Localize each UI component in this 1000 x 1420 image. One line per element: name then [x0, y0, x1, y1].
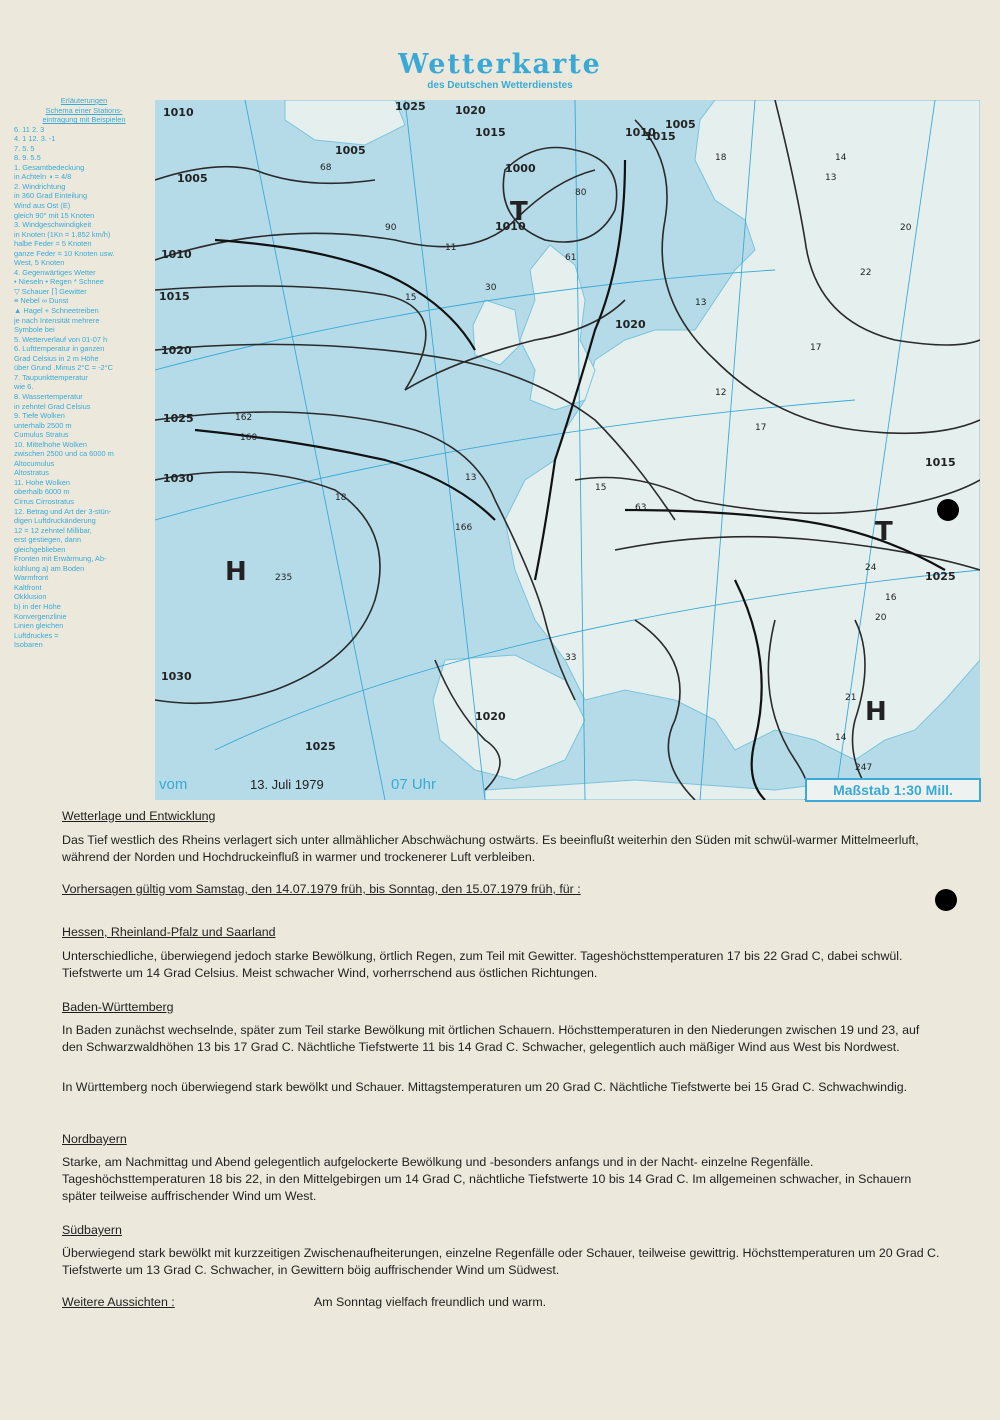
outlook-text: Am Sonntag vielfach freundlich und warm. [314, 1295, 547, 1309]
station-reading: 18 [715, 153, 727, 163]
station-reading: 14 [835, 153, 847, 163]
legend-line: gleichgeblieben [14, 544, 66, 554]
legend-line: 6. Lufttemperatur in ganzen [14, 344, 105, 354]
forecast-validity-row [62, 881, 942, 898]
isobar-label: 1015 [159, 290, 190, 303]
isobar-label: 1010 [163, 106, 194, 119]
legend-line: ▲ Hagel + Schneetreiben [14, 306, 99, 316]
isobar-label: 1025 [305, 740, 336, 753]
isobar-label: 1025 [925, 570, 956, 583]
station-reading: 80 [575, 188, 587, 198]
legend-line: kühlung a) am Boden [14, 563, 85, 573]
station-reading: 90 [385, 223, 397, 233]
station-reading: 247 [855, 763, 873, 773]
station-reading: 13 [825, 173, 837, 183]
station-reading: 63 [635, 503, 647, 513]
station-reading: 21 [845, 693, 857, 703]
legend-line: über Grund .Minus 2°C = -2°C [14, 363, 113, 373]
legend-line: in 360 Grad Einteilung [14, 191, 88, 201]
isobar-label: 1030 [163, 472, 194, 485]
legend-line: 8. 9. 5.5 [14, 153, 41, 163]
station-reading: 61 [565, 253, 577, 263]
isobar-label: 1010 [625, 126, 656, 139]
isobar-label: 1015 [925, 456, 956, 469]
station-reading: 13 [465, 473, 477, 483]
legend-line: ≡ Nebel ∞ Dunst [14, 296, 69, 306]
station-reading: 12 [715, 388, 727, 398]
region-heading-row [62, 1131, 942, 1148]
region-heading-row [62, 1222, 942, 1239]
map-scale: Maßstab 1:30 Mill. [805, 778, 981, 802]
legend-line: in zehntel Grad Celsius [14, 401, 91, 411]
legend-panel [14, 96, 154, 650]
isobar-label: 1025 [395, 100, 426, 113]
legend-line: b) in der Höhe [14, 601, 61, 611]
station-reading: 18 [335, 493, 347, 503]
isobar-label: 1010 [495, 220, 526, 233]
chart-title: Wetterkarte [398, 49, 602, 80]
legend-line: West, 5 Knoten [14, 258, 65, 268]
region-paragraph: Unterschiedliche, überwiegend jedoch starke Bewölkung, örtlich Regen, zum Teil mit Gewitter. Tageshöchsttemperaturen 17 bis 22 Grad C, dabei schwül. Tiefstwerte um 14 Grad Celsius. Meist schwacher Wind, vorherrschend aus östlichen Richtungen. [62, 949, 903, 980]
chart-subtitle: des Deutschen Wetterdienstes [427, 80, 573, 91]
isobar-label: 1005 [177, 172, 208, 185]
legend-line: 7. Taupunkttemperatur [14, 372, 88, 382]
legend-line: je nach Intensität mehrere [14, 315, 100, 325]
region-paragraph: In Württemberg noch überwiegend stark bewölkt und Schauer. Mittagstemperaturen um 20 Grad C. Nächtliche Tiefstwerte bei 15 Grad C. Schwachwindig. [62, 1080, 908, 1094]
isobar-label: 1020 [455, 104, 486, 117]
legend-line: Isobaren [14, 640, 43, 650]
legend-line: Cumulus Stratus [14, 430, 69, 440]
station-reading: 17 [810, 343, 822, 353]
legend-line: Schema einer Stations- [45, 105, 123, 115]
station-reading: 160 [240, 433, 258, 443]
legend-line: 7. 5. 5 [14, 143, 35, 153]
legend-line: zwischen 2500 und ca 6000 m [14, 449, 114, 459]
date-prefix: vom [159, 776, 188, 793]
weather-situation-heading-row [62, 808, 942, 825]
legend-line: Warmfront [14, 573, 49, 583]
legend-line: erst gestiegen, dann [14, 535, 81, 545]
legend-line: wie 6. [14, 382, 34, 392]
legend-line: in Achteln ◑ = 4/8 [14, 172, 72, 182]
map-date: 13. Juli 1979 [250, 777, 324, 792]
legend-line: Konvergenzlinie [14, 611, 67, 621]
legend-line: 1. Gesamtbedeckung [14, 162, 85, 172]
punch-hole [935, 889, 957, 911]
legend-line: 12 = 12 zehntel Millibar, [14, 525, 92, 535]
low-pressure-center: T [510, 197, 528, 227]
station-reading: 15 [595, 483, 607, 493]
legend-line: gleich 90° mit 15 Knoten [14, 210, 95, 220]
isobar-label: 1030 [161, 670, 192, 683]
region-heading: Südbayern [62, 1223, 122, 1237]
station-reading: 20 [875, 613, 887, 623]
outlook-label: Weitere Aussichten : [62, 1295, 175, 1309]
legend-line: Kaltfront [14, 582, 42, 592]
legend-line: Luftdruckes = [14, 630, 59, 640]
legend-line: 4. Gegenwärtiges Wetter [14, 267, 96, 277]
legend-line: 6. 11 2. 3 [14, 124, 45, 134]
isobar-label: 1010 [161, 248, 192, 261]
legend-line: Symbole bei [14, 325, 55, 335]
region-heading: Hessen, Rheinland-Pfalz und Saarland [62, 925, 276, 939]
station-reading: 14 [835, 733, 847, 743]
legend-line: Cirrus Cirrostratus [14, 496, 74, 506]
isobar-label: 1025 [163, 412, 194, 425]
legend-line: 5. Wetterverlauf von 01-07 h [14, 334, 108, 344]
low-pressure-center: T [875, 517, 893, 547]
legend-line: unterhalb 2500 m [14, 420, 72, 430]
station-reading: 30 [485, 283, 497, 293]
legend-line: Linien gleichen [14, 621, 64, 631]
isobar-label: 1015 [475, 126, 506, 139]
punch-hole [937, 499, 959, 521]
region-heading-row [62, 999, 942, 1016]
legend-line: Grad Celsius in 2 m Höhe [14, 353, 99, 363]
legend-line: digen Luftdruckänderung [14, 516, 96, 526]
station-reading: 13 [695, 298, 707, 308]
isobar-label: 1000 [505, 162, 536, 175]
isobar-label: 1015 [645, 130, 676, 143]
legend-line: in Knoten (1Kn = 1.852 km/h) [14, 229, 111, 239]
legend-line: halbe Feder = 5 Knoten [14, 239, 92, 249]
region-paragraph: In Baden zunächst wechselnde, später zum Teil starke Bewölkung mit örtlichen Schauern. Höchsttemperaturen in den Niederungen zwischen 19 und 23, auf den Schwarzwaldhöhen 13 bis 17 Grad C. Nächtliche Tiefstwerte 11 bis 14 Grad C. Schwacher, gelegentlich auch mäßiger Wind aus West bis Nordwest. [62, 1023, 920, 1054]
legend-line: Fronten mit Erwärmung, Ab- [14, 554, 107, 564]
weather-situation-text: Das Tief westlich des Rheins verlagert sich unter allmählicher Abschwächung ostwärts. Es beeinflußt weiterhin den Süden mit schwül-warmer Mittelmeerluft, während der Norden und Hochdruckeinfluß in warmer und trockenerer Luft verbleiben. [62, 833, 919, 864]
station-reading: 17 [755, 423, 767, 433]
station-reading: 24 [865, 563, 877, 573]
legend-line: 3. Windgeschwindigkeit [14, 220, 92, 230]
station-reading: 20 [900, 223, 912, 233]
weather-situation-heading: Wetterlage und Entwicklung [62, 809, 216, 823]
high-pressure-center: H [865, 697, 887, 727]
outlook-row [62, 1294, 942, 1311]
station-reading: 15 [405, 293, 417, 303]
station-reading: 22 [860, 268, 872, 278]
legend-line: 8. Wassertemperatur [14, 391, 83, 401]
legend-line: 4. 1 12. 3. -1 [14, 134, 56, 144]
region-heading-row [62, 924, 942, 941]
map-hour: 07 Uhr [391, 776, 437, 793]
chart-title-block [330, 50, 670, 92]
station-reading: 68 [320, 163, 332, 173]
legend-line: Altocumulus [14, 458, 55, 468]
isobar-label: 1020 [475, 710, 506, 723]
legend-line: 10. Mittelhohe Wolken [14, 439, 87, 449]
legend-line: oberhalb 6000 m [14, 487, 70, 497]
region-heading: Baden-Württemberg [62, 1000, 174, 1014]
map-datebar [155, 772, 455, 798]
weather-map-svg [155, 100, 980, 800]
region-paragraph: Starke, am Nachmittag und Abend gelegentlich aufgelockerte Bewölkung und -besonders anfangs und in der Nacht- einzelne Regenfälle. Tageshöchsttemperaturen 18 bis 22, in den Mittelgebirgen um 14 Grad C, nächtliche Tiefstwerte 10 bis 14 Grad C. Im allgemeinen schwacher, in Schauern später teilweise auffrischender Wind um West. [62, 1155, 912, 1203]
region-paragraph: Überwiegend stark bewölkt mit kurzzeitigen Zwischenaufheiterungen, einzelne Regenfälle oder Schauer, teilweise gewittrig. Höchsttemperaturen um 20 Grad C. Tiefstwerte um 13 Grad C. Schwacher, in Gewittern böig auffrischender Wind um Südwest. [62, 1246, 940, 1277]
legend-line: Erläuterungen [60, 96, 108, 105]
legend-line: ganze Feder = 10 Knoten usw. [14, 248, 115, 258]
isobar-label: 1005 [665, 118, 696, 131]
legend-line: Wind aus Ost (E) [14, 201, 71, 211]
legend-line: ▽ Schauer ⌈⌉ Gewitter [14, 286, 87, 296]
legend-line: 12. Betrag und Art der 3-stün- [14, 506, 112, 516]
forecast-validity-heading: Vorhersagen gültig vom Samstag, den 14.07.1979 früh, bis Sonntag, den 15.07.1979 früh, für : [62, 882, 581, 896]
region-heading: Nordbayern [62, 1132, 127, 1146]
station-reading: 11 [445, 243, 457, 253]
high-pressure-center: H [225, 557, 247, 587]
station-reading: 162 [235, 413, 253, 423]
station-reading: 235 [275, 573, 293, 583]
station-reading: 16 [885, 593, 897, 603]
isobar-label: 1005 [335, 144, 366, 157]
legend-line: eintragung mit Beispielen [42, 115, 126, 125]
station-reading: 33 [565, 653, 577, 663]
legend-line: Okklusion [14, 592, 47, 602]
weather-map [155, 100, 980, 800]
legend-line: • Nieseln • Regen * Schnee [14, 277, 104, 287]
legend-line: Altostratus [14, 468, 49, 478]
station-reading: 166 [455, 523, 473, 533]
isobar-label: 1020 [161, 344, 192, 357]
isobar-label: 1020 [615, 318, 646, 331]
legend-line: 2. Windrichtung [14, 181, 66, 191]
legend-line: 11. Hohe Wolken [14, 477, 71, 487]
legend-line: 9. Tiefe Wolken [14, 411, 65, 421]
